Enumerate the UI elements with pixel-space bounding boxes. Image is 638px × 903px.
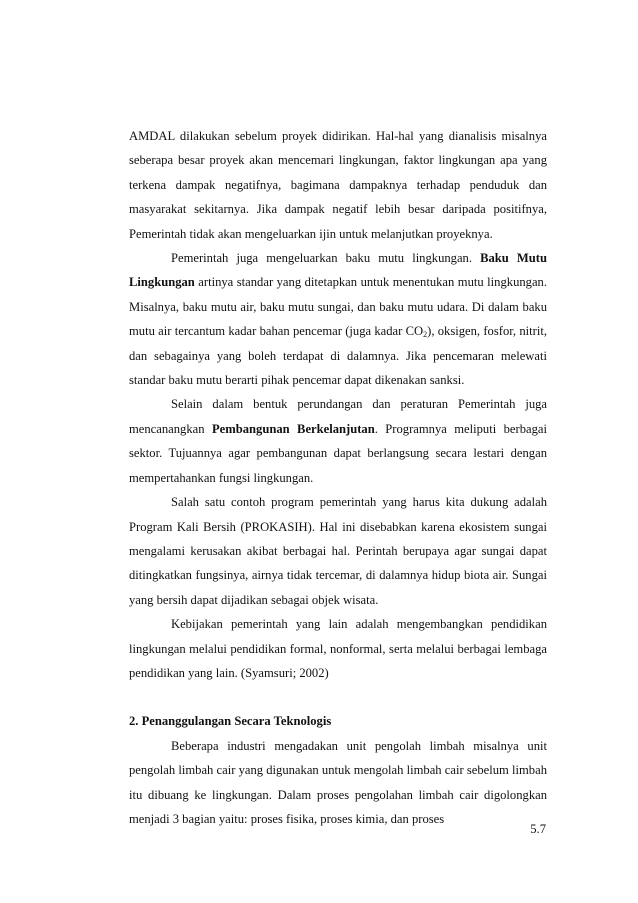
term-pembangunan-berkelanjutan: Pembangunan Berkelanjutan: [211, 421, 375, 436]
co2-subscript: 2: [423, 330, 428, 340]
section-gap: [129, 685, 547, 709]
body-text: [129, 124, 547, 831]
paragraph-baku-mutu-text-a: Pemerintah juga mengeluarkan baku mutu lingkungan.: [171, 251, 481, 266]
paragraph-baku-mutu-text-d: ), oksigen, fosfor, nitrit, dan sebagainya yang boleh terdapat di dalamnya. Jika pencemaran melewati standar baku mutu berarti pihak pencemar dapat dikenakan sanksi.: [129, 324, 548, 388]
term-baku-mutu-lingkungan: Baku Mutu Lingkungan: [129, 251, 547, 290]
page-number: 5.7: [530, 822, 546, 836]
paragraph-industri: Beberapa industri mengadakan unit pengolah limbah misalnya unit pengolah limbah cair yang digunakan untuk mengolah limbah cair sebelum limbah itu dibuang ke lingkungan. Dalam proses pengolahan limbah cair digolongkan menjadi 3 bagian yaitu: proses fisika, proses kimia, dan proses: [129, 738, 547, 826]
paragraph-amdal: AMDAL dilakukan sebelum proyek didirikan. Hal-hal yang dianalisis misalnya seberapa besar proyek akan mencemari lingkungan, faktor lingkungan apa yang terkena dampak negatifnya, bagimana dampaknya terhadap penduduk dan masyarakat sekitarnya. Jika dampak negatif lebih besar daripada positifnya, Pemerintah tidak akan mengeluarkan ijin untuk melanjutkan proyeknya.: [129, 129, 547, 241]
paragraph-pendidikan: Kebijakan pemerintah yang lain adalah mengembangkan pendidikan lingkungan melalui pendidikan formal, nonformal, serta melalui berbagai lembaga pendidikan yang lain. (Syamsuri; 2002): [129, 617, 547, 680]
paragraph-prokasih: Salah satu contoh program pemerintah yang harus kita dukung adalah Program Kali Bersih (PROKASIH). Hal ini disebabkan karena ekosistem sungai mengalami kerusakan akibat berbagai hal. Perintah berupaya agar sungai dapat ditingkatkan fungsinya, airnya tidak tercemar, di dalamnya hidup biota air. Sungai yang bersih dapat dijadikan sebagai objek wisata.: [129, 495, 547, 607]
paragraph-pembangunan-text-c: . Programnya meliputi berbagai sektor. Tujuannya agar pembangunan dapat berlangsung secara lestari dengan mempertahankan fungsi lingkungan.: [129, 421, 547, 485]
paragraph-baku-mutu: [129, 246, 547, 392]
paragraph-pembangunan: [129, 392, 547, 490]
paragraph-pembangunan-text-a: Selain dalam bentuk perundangan dan peraturan Pemerintah juga mencanangkan: [129, 397, 547, 436]
paragraph-baku-mutu-text-c: artinya standar yang ditetapkan untuk menentukan mutu lingkungan. Misalnya, baku mutu air, baku mutu sungai, dan baku mutu udara. Di dalam baku mutu air tercantum kadar bahan pencemar (juga kadar CO: [129, 275, 547, 339]
section-heading: 2. Penanggulangan Secara Teknologis: [129, 714, 332, 729]
